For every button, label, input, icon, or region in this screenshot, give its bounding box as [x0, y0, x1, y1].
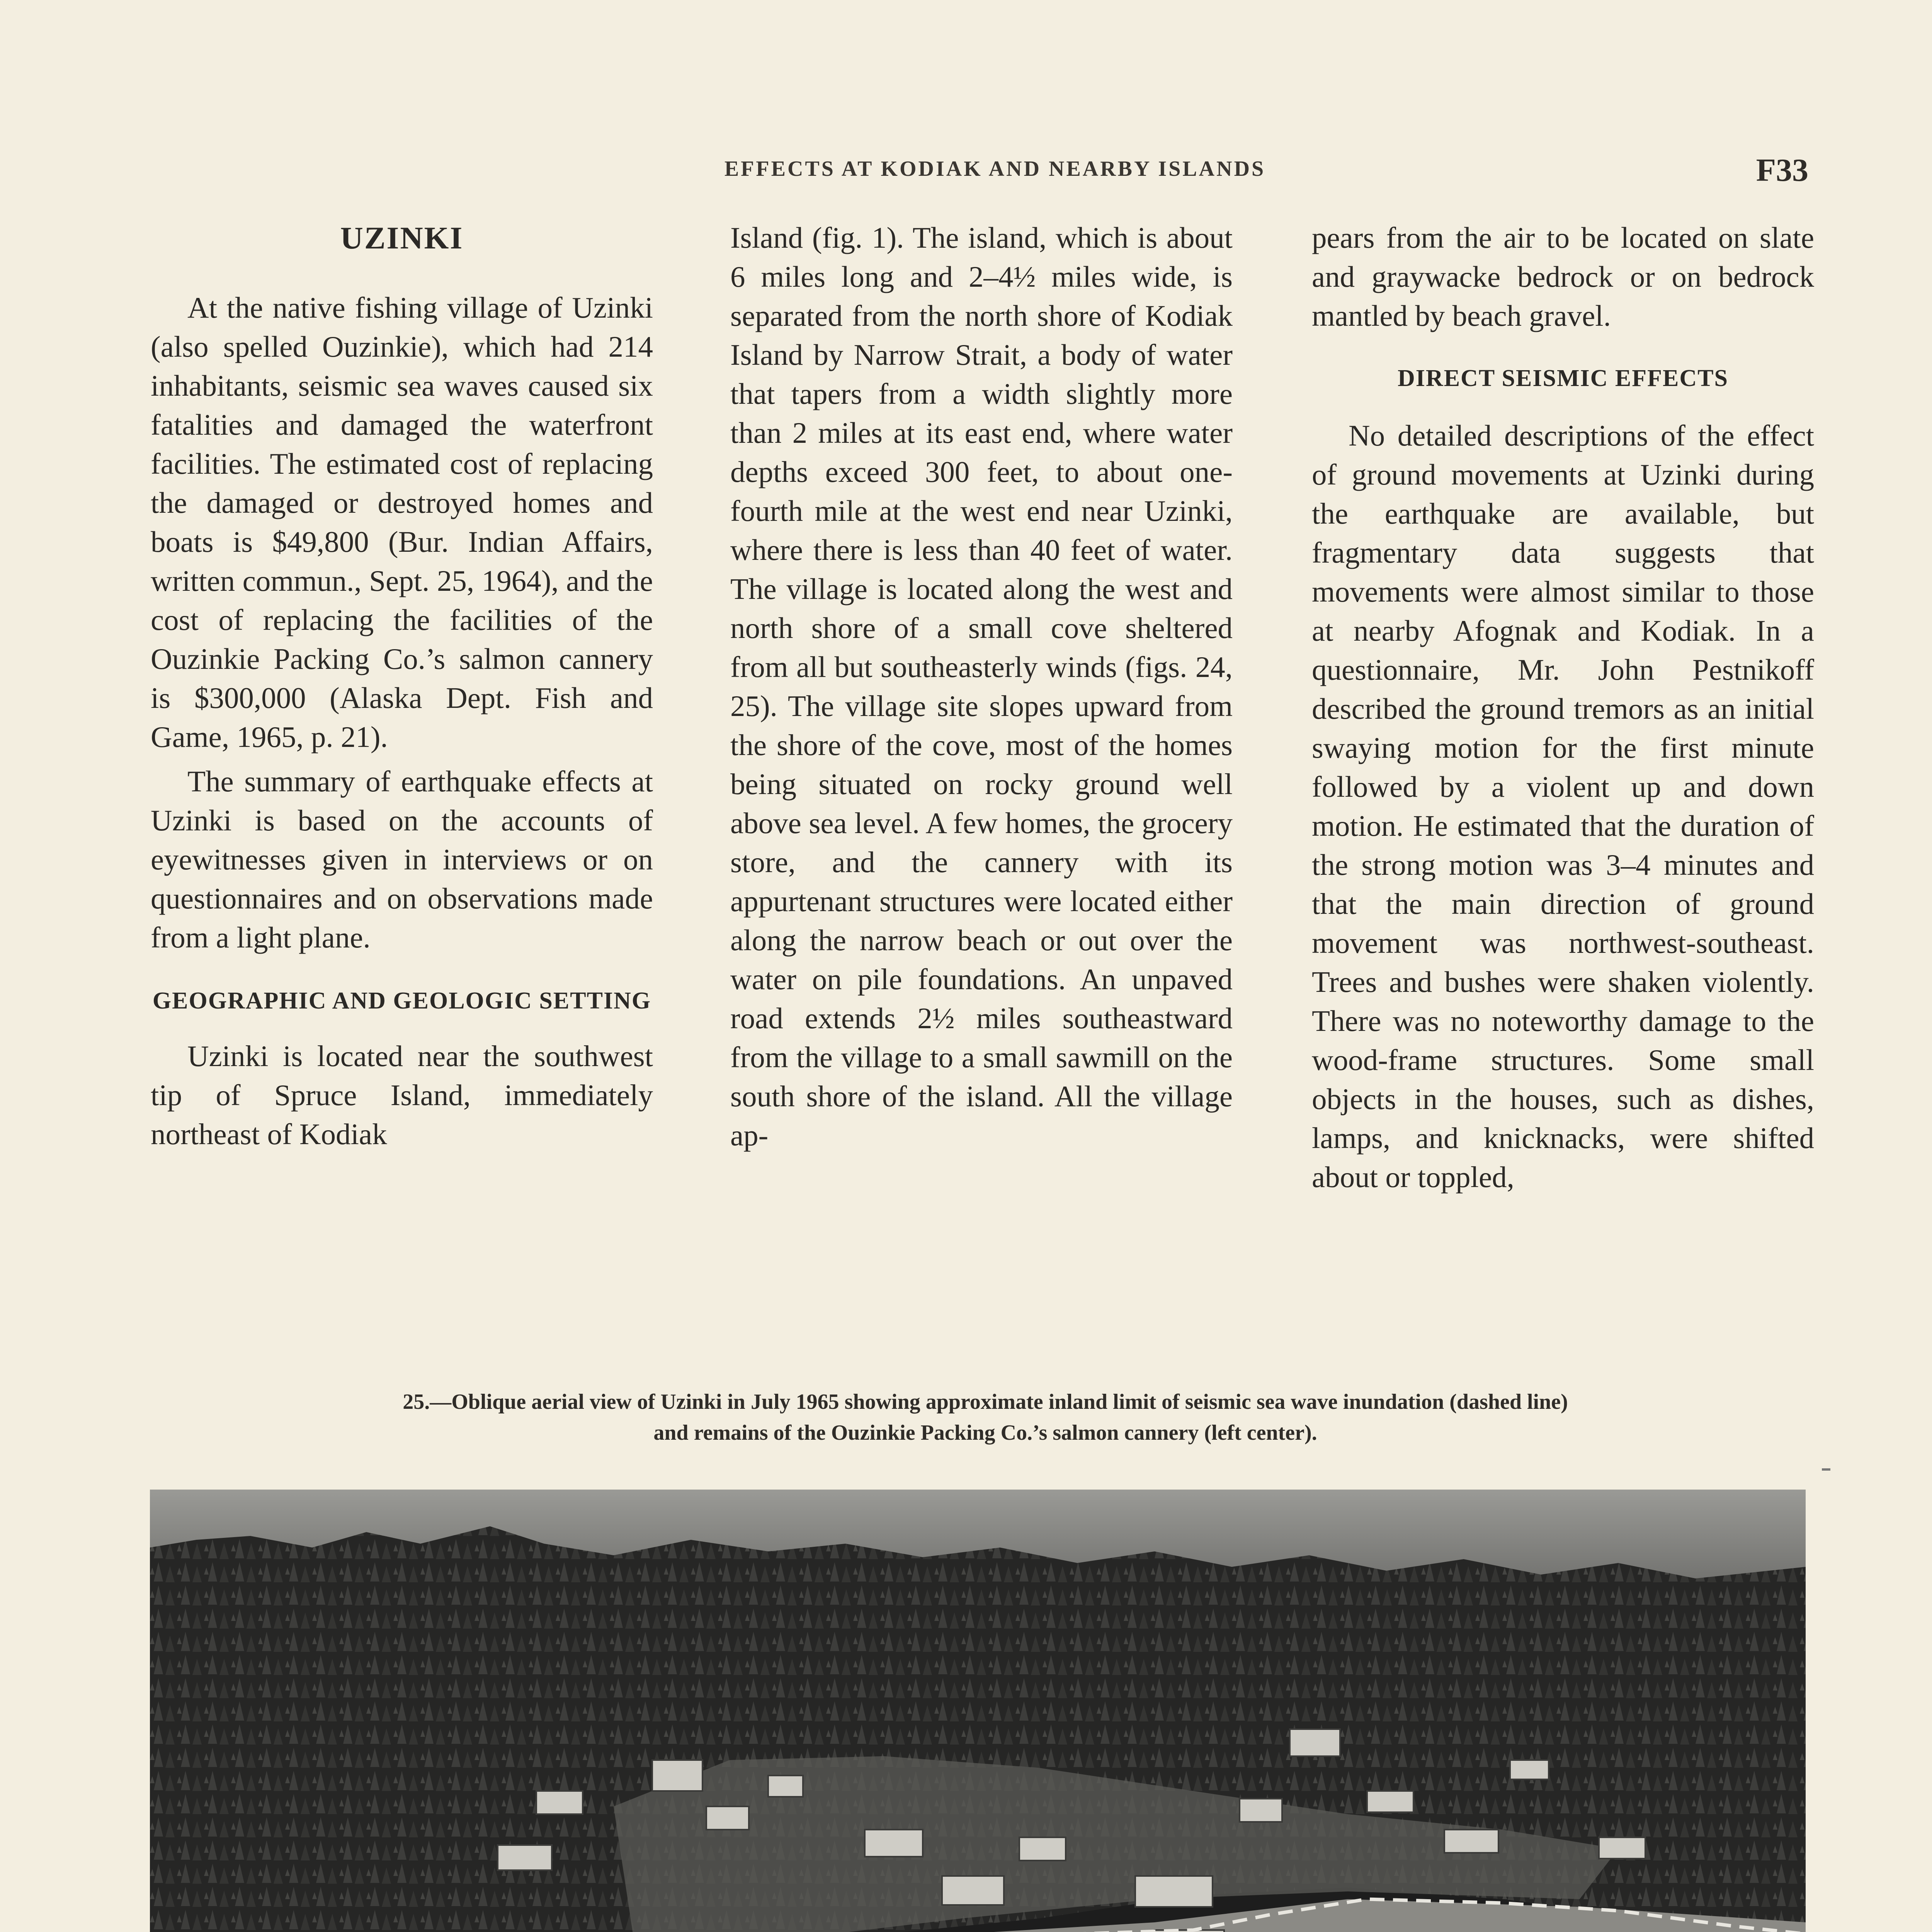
print-mark	[1822, 1468, 1830, 1471]
house	[768, 1776, 803, 1797]
paragraph: Uzinki is located near the southwest tip of Spruce Island, immediately northeast of Kodiak	[151, 1039, 653, 1151]
house	[1290, 1729, 1340, 1756]
paragraph: No detailed descriptions of the effect of ground movements at Uzinki during the earthquake are available, but fragmentary data suggests that movements were almost similar to those at nearby Afognak and Kodiak. In a questionnaire, Mr. John Pestnikoff described the ground tremors as an initial swaying motion for the first minute followed by a violent up and down motion. He estimated that the duration of the strong motion was 3–4 minutes and that the main direction of ground movement was northwest-southeast. Trees and bushes were shaken violently. There was no noteworthy damage to the wood-frame structures. Some small objects in the houses, such as dishes, lamps, and knicknacks, were shifted about or toppled,	[1312, 419, 1814, 1194]
house	[865, 1830, 923, 1857]
house	[1135, 1876, 1213, 1907]
house	[1510, 1760, 1549, 1779]
house	[1019, 1837, 1066, 1861]
page-number: F33	[1756, 152, 1808, 188]
house	[942, 1876, 1004, 1905]
house	[1240, 1799, 1282, 1822]
house	[652, 1760, 702, 1791]
paragraph: At the native fishing village of Uzinki (also spelled Ouzinkie), which had 214 inhabitants, seismic sea waves caused six fatalities and damaged the waterfront facilities. The estimated cost of replacing the damaged or destroyed homes and boats is $49,800 (Bur. Indian Affairs, written commun., Sept. 25, 1964), and the cost of replacing the facilities of the Ouzinkie Packing Co.’s salmon cannery is $300,000 (Alaska Dept. Fish and Game, 1965, p. 21).	[151, 291, 653, 753]
paragraph: pears from the air to be located on slate and graywacke bedrock or on bedrock mantled by beach gravel.	[1312, 221, 1814, 332]
house	[498, 1845, 552, 1870]
text-column-1	[151, 218, 653, 1323]
subheading-geographic-setting: GEOGRAPHIC AND GEOLOGIC SETTING	[152, 988, 651, 1014]
paragraph: Island (fig. 1). The island, which is about 6 miles long and 2–4½ miles wide, is separated from the north shore of Kodiak Island by Narrow Strait, a body of water that tapers from a width slightly more than 2 miles at its east end, where water depths exceed 300 feet, to about one-fourth mile at the west end near Uzinki, where there is less than 40 feet of water. The village is located along the west and north shore of a small cove sheltered from all but southeasterly winds (figs. 24, 25). The village site slopes upward from the shore of the cove, most of the homes being situated on rocky ground well above sea level. A few homes, the grocery store, and the cannery with its appurtenant structures were located either along the narrow beach or out over the water on pile foundations. An unpaved road extends 2½ miles southeastward from the village to a small sawmill on the south shore of the island. All the village ap-	[730, 221, 1233, 1152]
subheading-direct-seismic-effects: DIRECT SEISMIC EFFECTS	[1398, 365, 1728, 391]
aerial-photo-uzinki	[150, 1490, 1806, 1932]
figure-caption-line-1: 25.—Oblique aerial view of Uzinki in July 1965 showing approximate inland limit of seismic sea wave inundation (dashed line)	[403, 1390, 1568, 1414]
house	[536, 1791, 583, 1814]
house	[1367, 1791, 1413, 1812]
section-heading-uzinki: UZINKI	[340, 220, 464, 255]
text-column-3	[1312, 218, 1814, 1323]
house	[1599, 1837, 1645, 1859]
running-head: EFFECTS AT KODIAK AND NEARBY ISLANDS	[724, 157, 1266, 181]
paragraph: The summary of earthquake effects at Uzinki is based on the accounts of eyewitnesses given in interviews or on questionnaires and on observations made from a light plane.	[151, 765, 653, 954]
figure-caption-line-2: and remains of the Ouzinkie Packing Co.’s salmon cannery (left center).	[653, 1421, 1317, 1445]
house	[706, 1806, 749, 1830]
text-column-2	[730, 218, 1233, 1323]
figure-caption	[174, 1386, 1797, 1448]
house	[1444, 1830, 1498, 1853]
